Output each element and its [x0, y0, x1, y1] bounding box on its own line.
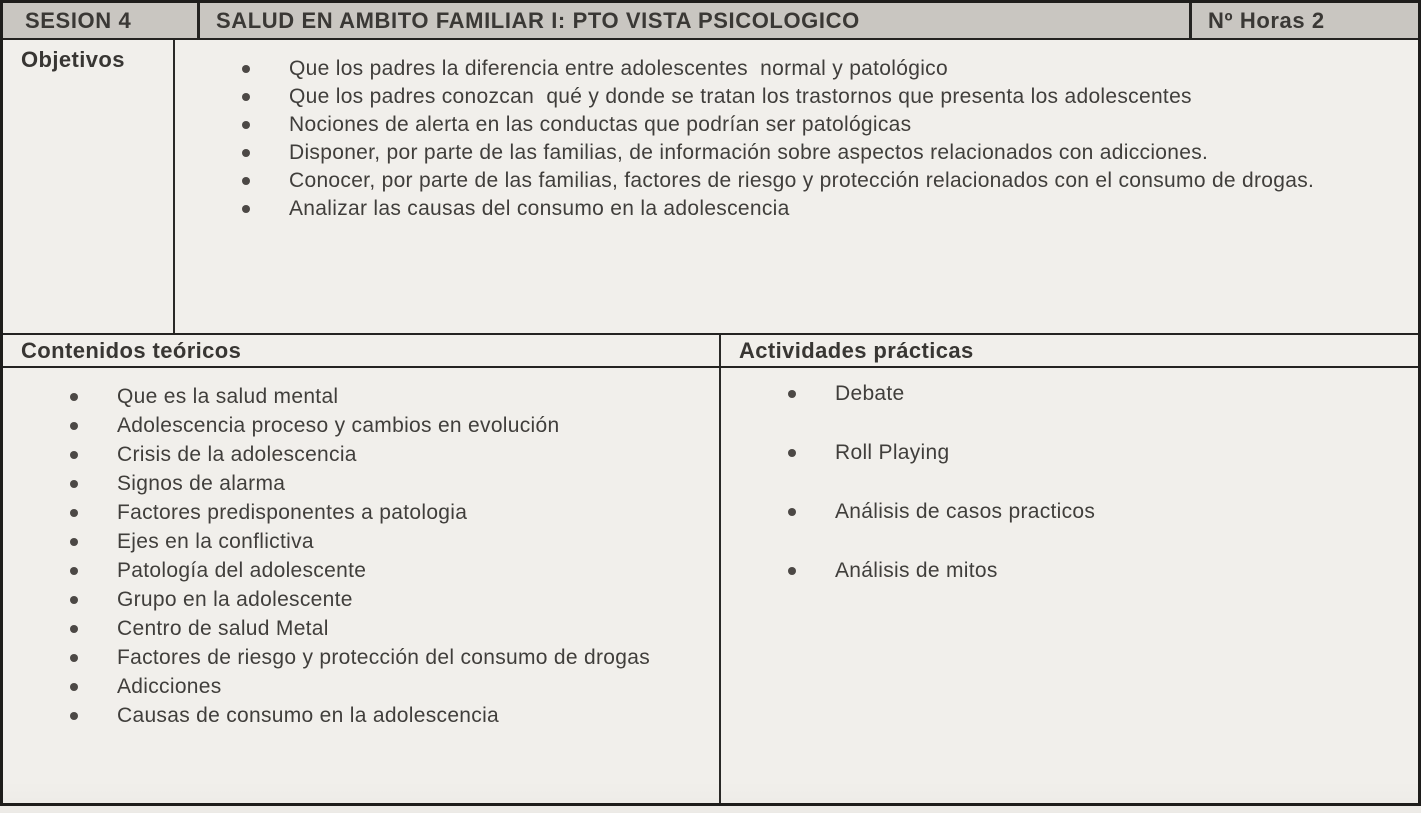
- columns-body-row: [3, 368, 1418, 803]
- session-number-cell: [3, 3, 200, 38]
- theoretical-contents-list-item: Causas de consumo en la adolescencia: [3, 701, 719, 730]
- theoretical-contents-list-item: Patología del adolescente: [3, 556, 719, 585]
- practical-activities-list-item: Roll Playing: [721, 439, 1418, 467]
- theoretical-contents-list-item: Que es la salud mental: [3, 382, 719, 411]
- objectives-list-item: Nociones de alerta en las conductas que podrían ser patológicas: [175, 111, 1418, 139]
- practical-activities-list-item: Debate: [721, 380, 1418, 408]
- session-title-label: SALUD EN AMBITO FAMILIAR I: PTO VISTA PSICOLOGICO: [216, 8, 860, 33]
- theoretical-contents-list-item: Factores predisponentes a patologia: [3, 498, 719, 527]
- session-hours-label: Nº Horas 2: [1208, 8, 1325, 33]
- objectives-list-item: Que los padres conozcan qué y donde se tratan los trastornos que presenta los adolescentes: [175, 83, 1418, 111]
- theoretical-contents-list-item: Adolescencia proceso y cambios en evolución: [3, 411, 719, 440]
- objectives-list-item: Analizar las causas del consumo en la adolescencia: [175, 195, 1418, 223]
- theoretical-contents-list-item: Crisis de la adolescencia: [3, 440, 719, 469]
- theoretical-contents-header-label: Contenidos teóricos: [21, 338, 242, 363]
- theoretical-contents-header-cell: [3, 335, 721, 366]
- table-header-row: [3, 3, 1418, 40]
- practical-activities-header-label: Actividades prácticas: [739, 338, 974, 363]
- objectives-list: [175, 40, 1418, 223]
- practical-activities-header-cell: [721, 335, 1418, 366]
- theoretical-contents-list-item: Adicciones: [3, 672, 719, 701]
- session-number-label: SESION 4: [25, 8, 132, 33]
- practical-activities-list: [721, 368, 1418, 585]
- objectives-content-cell: [175, 40, 1418, 333]
- objectives-row: [3, 40, 1418, 335]
- session-title-cell: [200, 3, 1192, 38]
- columns-header-row: [3, 335, 1418, 368]
- objectives-header-label: Objetivos: [21, 47, 125, 72]
- objectives-list-item: Disponer, por parte de las familias, de información sobre aspectos relacionados con adicciones.: [175, 139, 1418, 167]
- theoretical-contents-list-item: Centro de salud Metal: [3, 614, 719, 643]
- objectives-list-item: Que los padres la diferencia entre adolescentes normal y patológico: [175, 55, 1418, 83]
- theoretical-contents-list-item: Signos de alarma: [3, 469, 719, 498]
- practical-activities-list-item: Análisis de mitos: [721, 557, 1418, 585]
- practical-activities-list-item: Análisis de casos practicos: [721, 498, 1418, 526]
- practical-activities-cell: [721, 368, 1418, 803]
- session-hours-cell: [1192, 3, 1418, 38]
- objectives-header-cell: [3, 40, 175, 333]
- theoretical-contents-list-item: Grupo en la adolescente: [3, 585, 719, 614]
- theoretical-contents-list: [3, 368, 719, 730]
- objectives-list-item: Conocer, por parte de las familias, factores de riesgo y protección relacionados con el consumo de drogas.: [175, 167, 1418, 195]
- theoretical-contents-list-item: Ejes en la conflictiva: [3, 527, 719, 556]
- theoretical-contents-cell: [3, 368, 721, 803]
- theoretical-contents-list-item: Factores de riesgo y protección del consumo de drogas: [3, 643, 719, 672]
